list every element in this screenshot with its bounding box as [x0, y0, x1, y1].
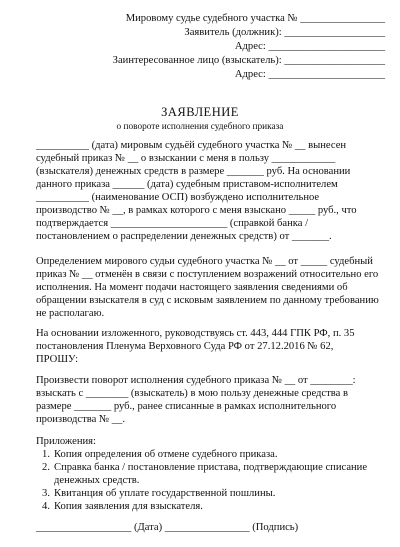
paragraph-2-line: приказ № __ отменён в связи с поступлением возражений относительно его [36, 269, 379, 280]
attachments-heading: Приложения: [36, 436, 96, 447]
paragraph-2-line: обращении взыскателя в суд с исковым заявлением по данному требованию [36, 295, 379, 306]
request-heading: ПРОШУ: [36, 354, 79, 365]
paragraph-3-line: На основании изложенного, руководствуясь ст. 443, 444 ГПК РФ, п. 35 [36, 328, 355, 339]
document-title: ЗАЯВЛЕНИЕ [161, 105, 239, 119]
paragraph-1-line: производство № __, в рамках которого с меня взыскано _____ руб., что [36, 205, 357, 216]
paragraph-1-line: данного приказа ______ (дата) судебным приставом-исполнителем [36, 179, 338, 190]
header-applicant: Заявитель (должник): ___________________ [184, 27, 385, 38]
attachment-item: Квитанция об уплате государственной пошлины. [54, 488, 276, 499]
document-subtitle: о повороте исполнения судебного приказа [116, 122, 284, 132]
attachment-number: 2. [42, 462, 50, 473]
paragraph-1-line: __________ (дата) мировым судьёй судебного участка № __ вынесен [36, 140, 347, 151]
paragraph-2-line: Определением мирового судьи судебного участка № __ от _____ судебный [36, 256, 373, 267]
attachment-number: 1. [42, 449, 50, 460]
paragraph-2-line: исполнения. На момент подачи настоящего заявления сведениями об [36, 282, 348, 293]
attachment-item: Копия определения об отмене судебного приказа. [54, 449, 278, 460]
signature-line: __________________ (Дата) ________________ (Подпись) [36, 522, 299, 533]
paragraph-2-line: не располагаю. [36, 308, 105, 319]
paragraph-4-line: Произвести поворот исполнения судебного приказа № __ от ________: [36, 375, 356, 386]
attachment-item: Справка банка / постановление пристава, подтверждающие списание [54, 462, 368, 473]
header-interested-party-address: Адрес: ______________________ [234, 69, 385, 80]
attachment-item: Копия заявления для взыскателя. [54, 501, 203, 512]
attachment-number: 3. [42, 488, 50, 499]
paragraph-1-line: подтверждается ______________________ (справкой банка / [36, 218, 309, 229]
header-interested-party: Заинтересованное лицо (взыскатель): ___________________ [112, 55, 385, 66]
paragraph-1-line: (взыскателя) денежных средств в размере _______ руб. На основании [36, 166, 351, 177]
paragraph-3-line: постановления Пленума Верховного Суда РФ от 27.12.2016 № 62, [36, 341, 334, 352]
paragraph-1-line: постановлением о распределении денежных средств) от _______. [36, 231, 332, 242]
paragraph-4-line: взыскать с ________ (взыскатель) в мою пользу денежные средства в [36, 388, 348, 399]
attachment-number: 4. [42, 501, 50, 512]
paragraph-1-line: судебный приказ № __ о взыскании с меня в пользу ____________ [36, 153, 336, 164]
attachment-item-continuation: денежных средств. [54, 475, 140, 486]
paragraph-1-line: __________ (наименование ОСП) возбуждено исполнительное [36, 192, 320, 203]
paragraph-4-line: производства № __. [36, 414, 125, 425]
paragraph-4-line: размере _______ руб., ранее списанные в рамках исполнительного [36, 401, 337, 412]
header-applicant-address: Адрес: ______________________ [234, 41, 385, 52]
header-court: Мировому судье судебного участка № ________________ [125, 13, 385, 24]
